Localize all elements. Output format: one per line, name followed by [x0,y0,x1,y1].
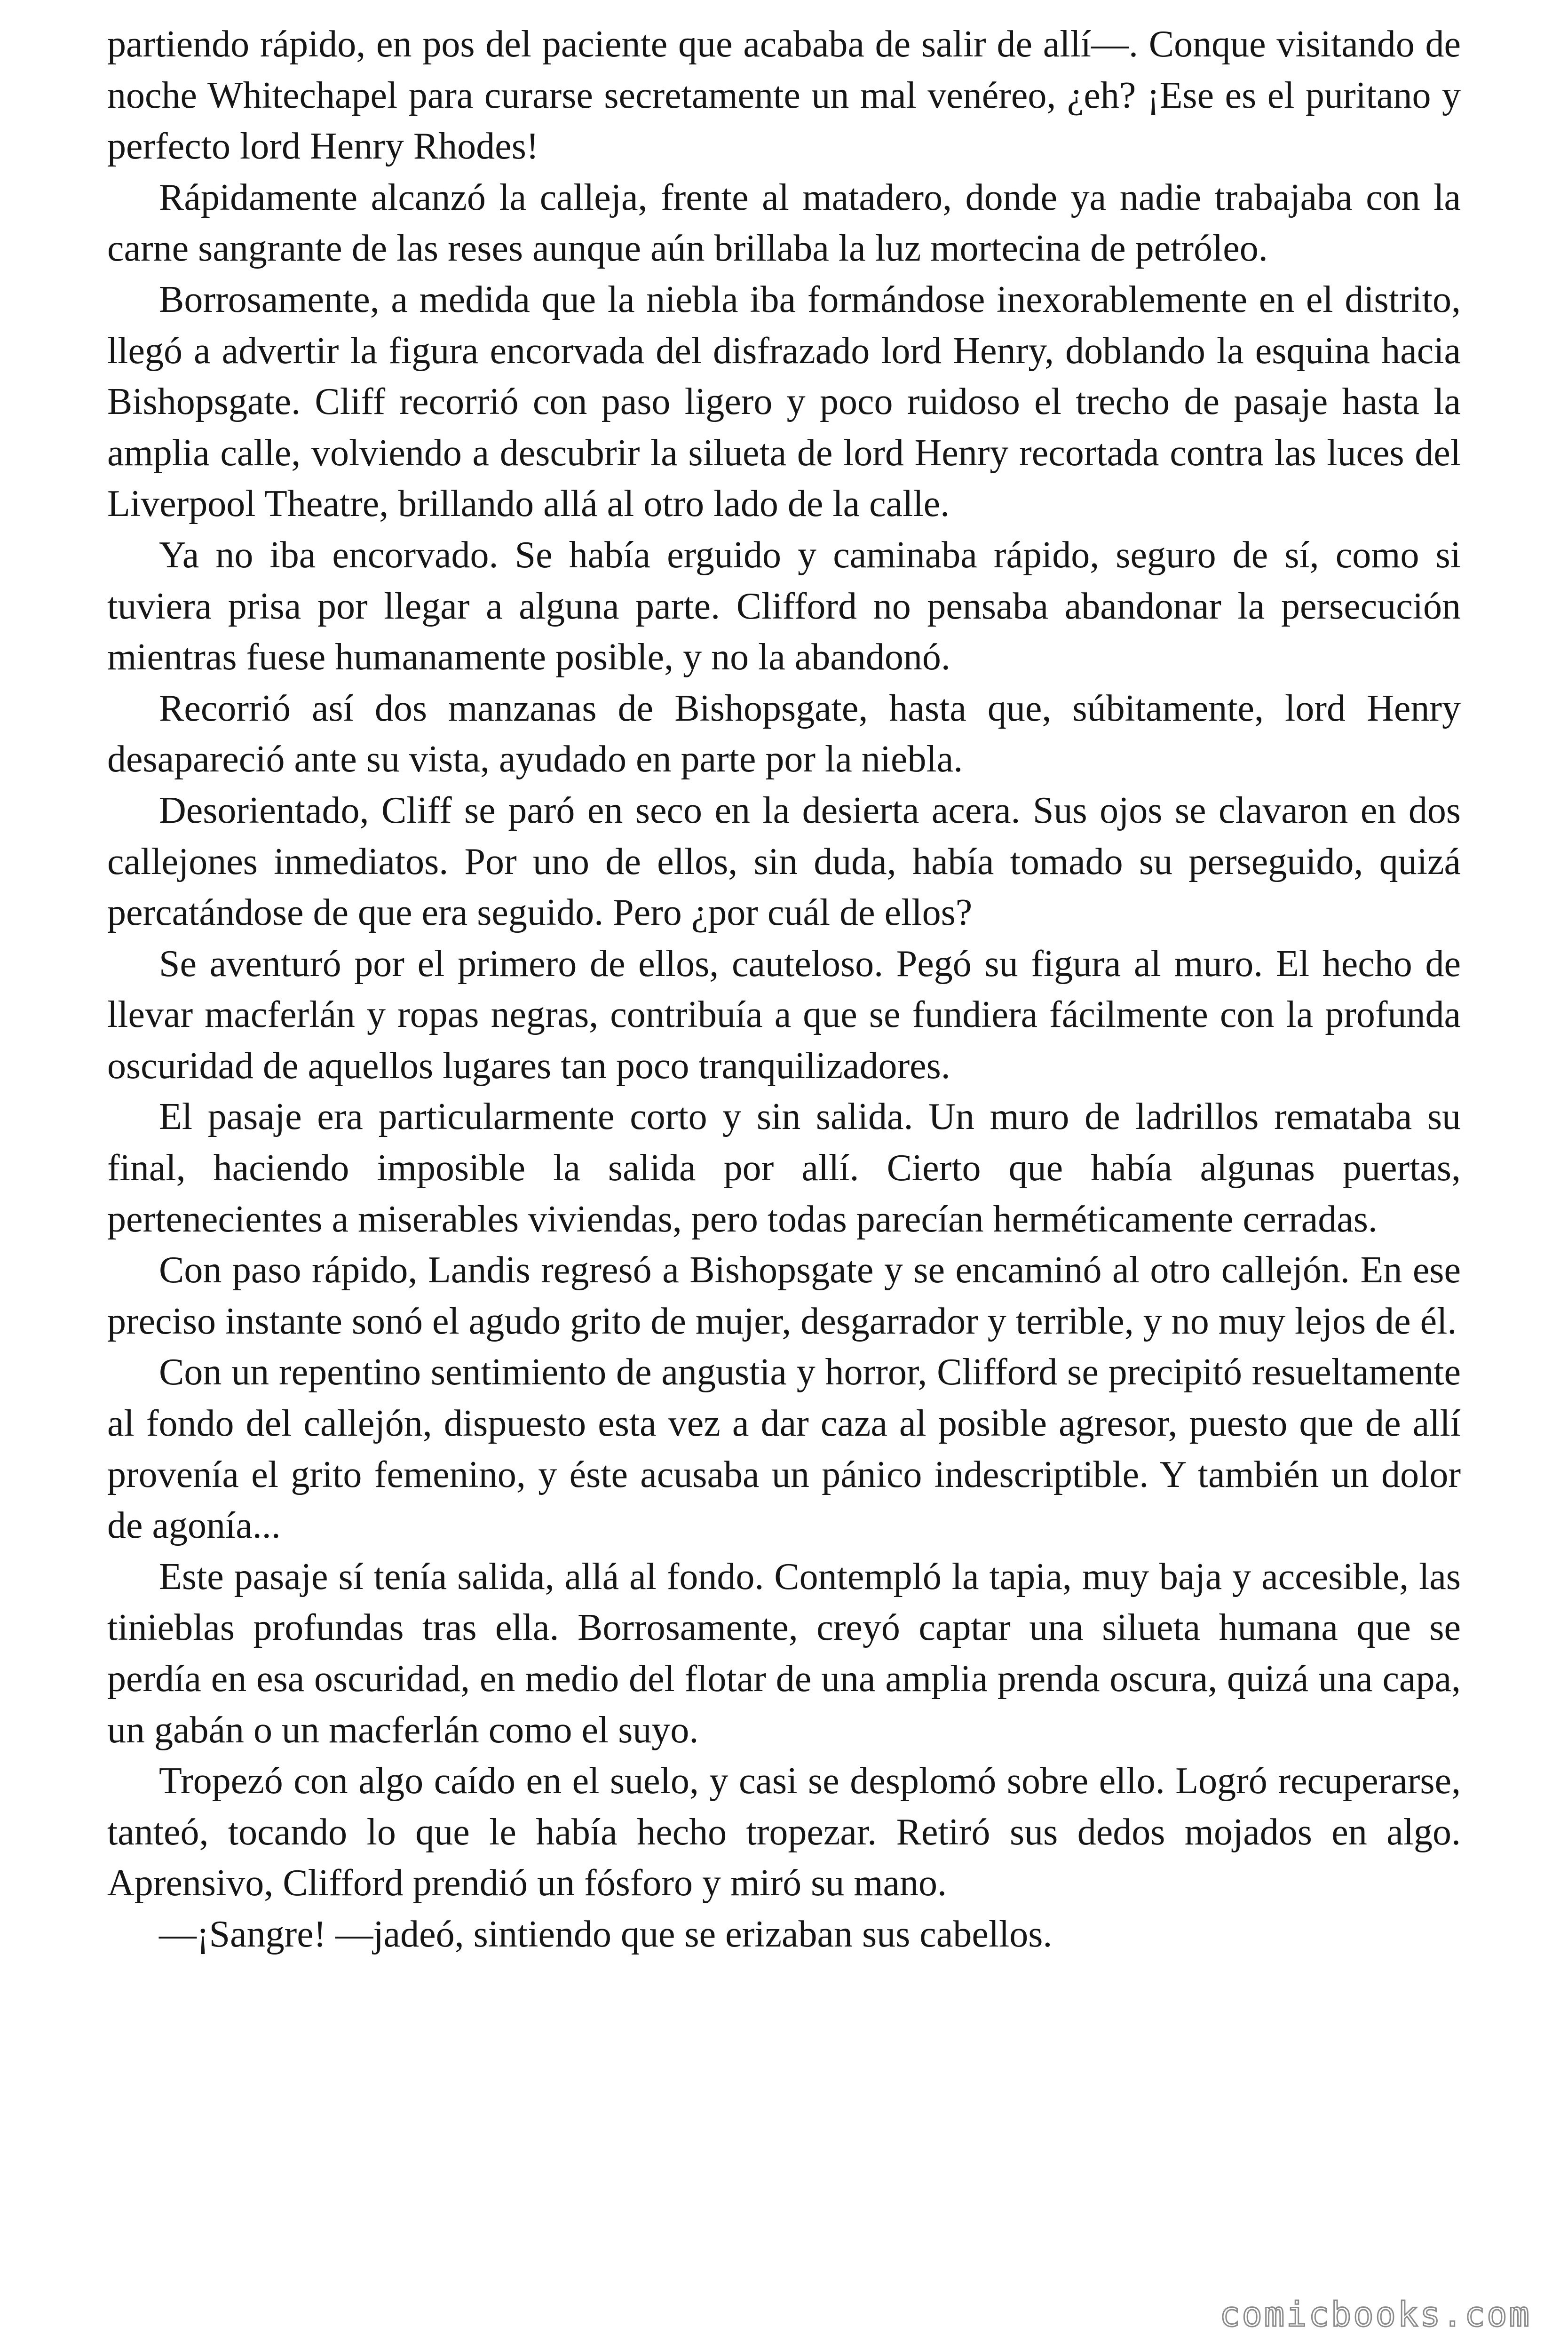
paragraph-12: Tropezó con algo caído en el suelo, y casi se desplomó sobre ello. Logró recuperarse, tanteó, tocando lo que le había hecho tropezar. Retiró sus dedos mojados en algo. Aprensivo, Clifford prendió un fósforo y miró su mano. [107,1760,1461,1904]
paragraph-5: Recorrió así dos manzanas de Bishopsgate, hasta que, súbitamente, lord Henry desapareció ante su vista, ayudado en parte por la niebla. [107,687,1461,780]
paragraph-2: Rápidamente alcanzó la calleja, frente al matadero, donde ya nadie trabajaba con la carne sangrante de las reses aunque aún brillaba la luz mortecina de petróleo. [107,176,1461,270]
paragraph-1: partiendo rápido, en pos del paciente que acababa de salir de allí—. Conque visitando de noche Whitechapel para curarse secretamente un mal venéreo, ¿eh? ¡Ese es el puritano y perfecto lord Henry Rhodes! [107,24,1461,167]
watermark: comicbooks.com [1220,2295,1531,2334]
paragraph-7: Se aventuró por el primero de ellos, cauteloso. Pegó su figura al muro. El hecho de llevar macferlán y ropas negras, contribuía a que se fundiera fácilmente con la profunda oscuridad de aquellos lugares tan poco tranquilizadores. [107,943,1461,1087]
paragraph-8: El pasaje era particularmente corto y sin salida. Un muro de ladrillos remataba su final, haciendo imposible la salida por allí. Cierto que había algunas puertas, pertenecientes a miserables viviendas, pero todas parecían herméticamente cerradas. [107,1096,1461,1240]
paragraph-10: Con un repentino sentimiento de angustia y horror, Clifford se precipitó resueltamente al fondo del callejón, dispuesto esta vez a dar caza al posible agresor, puesto que de allí provenía el grito femenino, y éste acusaba un pánico indescriptible. Y también un dolor de agonía... [107,1351,1461,1547]
paragraph-11: Este pasaje sí tenía salida, allá al fondo. Contempló la tapia, muy baja y accesible, las tinieblas profundas tras ella. Borrosamente, creyó captar una silueta humana que se perdía en esa oscuridad, en medio del flotar de una amplia prenda oscura, quizá una capa, un gabán o un macferlán como el suyo. [107,1556,1461,1751]
paragraph-4: Ya no iba encorvado. Se había erguido y caminaba rápido, seguro de sí, como si tuviera prisa por llegar a alguna parte. Clifford no pensaba abandonar la persecución mientras fuese humanamente posible, y no la abandonó. [107,534,1461,678]
paragraph-3: Borrosamente, a medida que la niebla iba formándose inexorablemente en el distrito, llegó a advertir la figura encorvada del disfrazado lord Henry, doblando la esquina hacia Bishopsgate. Cliff recorrió con paso ligero y poco ruidoso el trecho de pasaje hasta la amplia calle, volviendo a descubrir la silueta de lord Henry recortada contra las luces del Liverpool Theatre, brillando allá al otro lado de la calle. [107,278,1461,525]
body-text [107,19,1461,1960]
paragraph-13: —¡Sangre! —jadeó, sintiendo que se erizaban sus cabellos. [159,1913,1053,1955]
paragraph-9: Con paso rápido, Landis regresó a Bishopsgate y se encaminó al otro callejón. En ese preciso instante sonó el agudo grito de mujer, desgarrador y terrible, y no muy lejos de él. [107,1249,1461,1342]
paragraph-6: Desorientado, Cliff se paró en seco en la desierta acera. Sus ojos se clavaron en dos callejones inmediatos. Por uno de ellos, sin duda, había tomado su perseguido, quizá percatándose de que era seguido. Pero ¿por cuál de ellos? [107,789,1461,934]
